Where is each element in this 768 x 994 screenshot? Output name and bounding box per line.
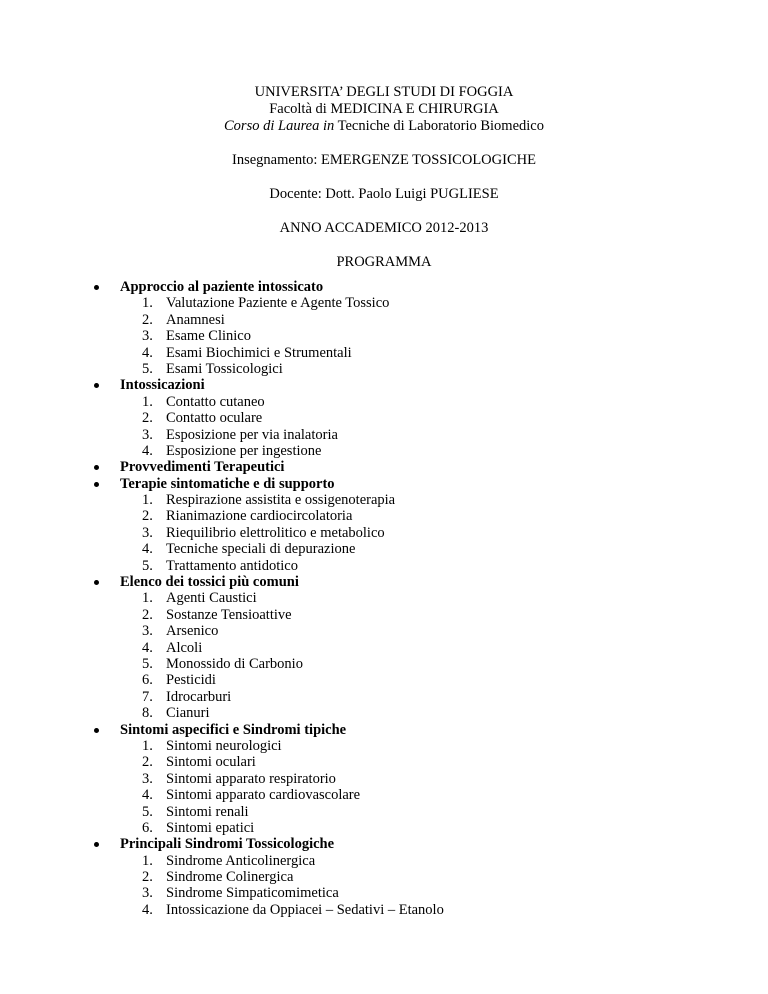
bullet-icon (94, 842, 99, 847)
section-title (0, 836, 768, 852)
section-title (0, 459, 768, 475)
list-item-number: 2. (142, 311, 153, 328)
list-item (0, 902, 768, 918)
program-section (0, 574, 768, 722)
list-item (0, 705, 768, 721)
list-item (0, 623, 768, 639)
list-item (0, 689, 768, 705)
list-item (0, 558, 768, 574)
list-item-number: 4. (142, 639, 153, 656)
list-item (0, 508, 768, 524)
list-item (0, 672, 768, 688)
list-item-text: Esami Biochimici e Strumentali (166, 344, 352, 361)
list-item (0, 541, 768, 557)
section-title-text: Sintomi aspecifici e Sindromi tipiche (120, 721, 347, 738)
list-item (0, 361, 768, 377)
section-title (0, 279, 768, 295)
section-title (0, 476, 768, 492)
list-item-text: Sindrome Simpaticomimetica (166, 885, 339, 902)
list-item (0, 427, 768, 443)
section-title-text: Provvedimenti Terapeutici (120, 459, 285, 476)
list-item-number: 5. (142, 360, 153, 377)
list-item-text: Sostanze Tensioattive (166, 606, 292, 623)
program-section (0, 476, 768, 574)
list-item (0, 328, 768, 344)
section-title (0, 722, 768, 738)
section-title (0, 574, 768, 590)
document-header (0, 84, 768, 271)
list-item (0, 804, 768, 820)
list-item-text: Esposizione per via inalatoria (166, 426, 338, 443)
list-item (0, 656, 768, 672)
list-item-number: 2. (142, 508, 153, 525)
list-item-number: 5. (142, 803, 153, 820)
list-item-number: 8. (142, 705, 153, 722)
list-item-text: Sintomi oculari (166, 754, 256, 771)
course-name: Tecniche di Laboratorio Biomedico (334, 118, 544, 134)
list-item-number: 3. (142, 328, 153, 345)
list-item-text: Sintomi apparato respiratorio (166, 770, 336, 787)
list-item-number: 3. (142, 770, 153, 787)
list-item-text: Sintomi neurologici (166, 737, 282, 754)
course-prefix: Corso di Laurea in (224, 118, 335, 134)
list-item-number: 4. (142, 442, 153, 459)
list-item-text: Monossido di Carbonio (166, 655, 303, 672)
list-item-text: Cianuri (166, 705, 210, 722)
list-item (0, 640, 768, 656)
bullet-icon (94, 580, 99, 585)
list-item (0, 771, 768, 787)
list-item-text: Rianimazione cardiocircolatoria (166, 508, 353, 525)
list-item (0, 754, 768, 770)
list-item (0, 869, 768, 885)
list-item (0, 410, 768, 426)
list-item-number: 2. (142, 410, 153, 427)
list-item-text: Intossicazione da Oppiacei – Sedativi – Etanolo (166, 901, 444, 918)
list-item-text: Trattamento antidotico (166, 557, 298, 574)
list-item-text: Esposizione per ingestione (166, 442, 322, 459)
program-list (0, 279, 768, 918)
list-item-text: Sindrome Anticolinergica (166, 852, 316, 869)
program-section (0, 377, 768, 459)
list-item-number: 3. (142, 524, 153, 541)
list-item-text: Sindrome Colinergica (166, 869, 294, 886)
list-item-text: Contatto cutaneo (166, 393, 265, 410)
faculty-name: Facoltà di MEDICINA E CHIRURGIA (269, 101, 499, 117)
program-section (0, 459, 768, 475)
list-item-number: 1. (142, 852, 153, 869)
list-item-number: 3. (142, 885, 153, 902)
list-item (0, 590, 768, 606)
list-item-text: Riequilibrio elettrolitico e metabolico (166, 524, 385, 541)
list-item-number: 5. (142, 655, 153, 672)
course-line (0, 118, 768, 135)
section-title-text: Intossicazioni (120, 377, 205, 394)
program-title: PROGRAMMA (336, 254, 432, 270)
list-item-text: Pesticidi (166, 672, 216, 689)
list-item-text: Sintomi epatici (166, 819, 255, 836)
bullet-icon (94, 465, 99, 470)
section-title-text: Elenco dei tossici più comuni (120, 574, 299, 591)
list-item-number: 3. (142, 426, 153, 443)
section-title-text: Terapie sintomatiche e di supporto (120, 475, 335, 492)
list-item-text: Sintomi apparato cardiovascolare (166, 787, 361, 804)
academic-year: ANNO ACCADEMICO 2012-2013 (279, 220, 489, 236)
list-item (0, 525, 768, 541)
list-item-number: 2. (142, 869, 153, 886)
section-title-text: Principali Sindromi Tossicologiche (120, 836, 335, 853)
subject-line: Insegnamento: EMERGENZE TOSSICOLOGICHE (232, 152, 536, 168)
list-item-number: 1. (142, 590, 153, 607)
list-item-number: 1. (142, 393, 153, 410)
list-item-text: Agenti Caustici (166, 590, 257, 607)
list-item-number: 3. (142, 623, 153, 640)
list-item (0, 820, 768, 836)
program-section (0, 722, 768, 837)
list-item (0, 345, 768, 361)
list-item (0, 738, 768, 754)
list-item-number: 4. (142, 787, 153, 804)
list-item-number: 4. (142, 541, 153, 558)
list-item (0, 853, 768, 869)
list-item (0, 312, 768, 328)
list-item-text: Alcoli (166, 639, 203, 656)
list-item (0, 443, 768, 459)
section-title-text: Approccio al paziente intossicato (120, 279, 324, 295)
list-item-text: Valutazione Paziente e Agente Tossico (166, 295, 390, 312)
list-item-text: Esame Clinico (166, 328, 251, 345)
list-item (0, 394, 768, 410)
list-item-text: Sintomi renali (166, 803, 249, 820)
list-item-number: 4. (142, 344, 153, 361)
list-item (0, 492, 768, 508)
list-item-text: Arsenico (166, 623, 219, 640)
teacher-line: Docente: Dott. Paolo Luigi PUGLIESE (269, 186, 499, 202)
list-item-text: Tecniche speciali di depurazione (166, 541, 356, 558)
section-title (0, 377, 768, 393)
list-item (0, 885, 768, 901)
list-item-number: 1. (142, 295, 153, 312)
bullet-icon (94, 482, 99, 487)
list-item-text: Idrocarburi (166, 688, 232, 705)
list-item (0, 787, 768, 803)
bullet-icon (94, 728, 99, 733)
list-item-text: Anamnesi (166, 311, 225, 328)
list-item-number: 2. (142, 606, 153, 623)
list-item-number: 4. (142, 901, 153, 918)
list-item-number: 6. (142, 672, 153, 689)
bullet-icon (94, 383, 99, 388)
list-item-number: 6. (142, 819, 153, 836)
program-section (0, 279, 768, 377)
list-item-number: 2. (142, 754, 153, 771)
list-item-number: 7. (142, 688, 153, 705)
list-item-number: 1. (142, 737, 153, 754)
bullet-icon (94, 285, 99, 290)
list-item-number: 5. (142, 557, 153, 574)
list-item-text: Contatto oculare (166, 410, 263, 427)
list-item (0, 607, 768, 623)
list-item-text: Respirazione assistita e ossigenoterapia (166, 492, 396, 509)
list-item-number: 1. (142, 492, 153, 509)
list-item-text: Esami Tossicologici (166, 360, 283, 377)
list-item (0, 295, 768, 311)
program-section (0, 836, 768, 918)
university-name: UNIVERSITA’ DEGLI STUDI DI FOGGIA (254, 84, 514, 100)
